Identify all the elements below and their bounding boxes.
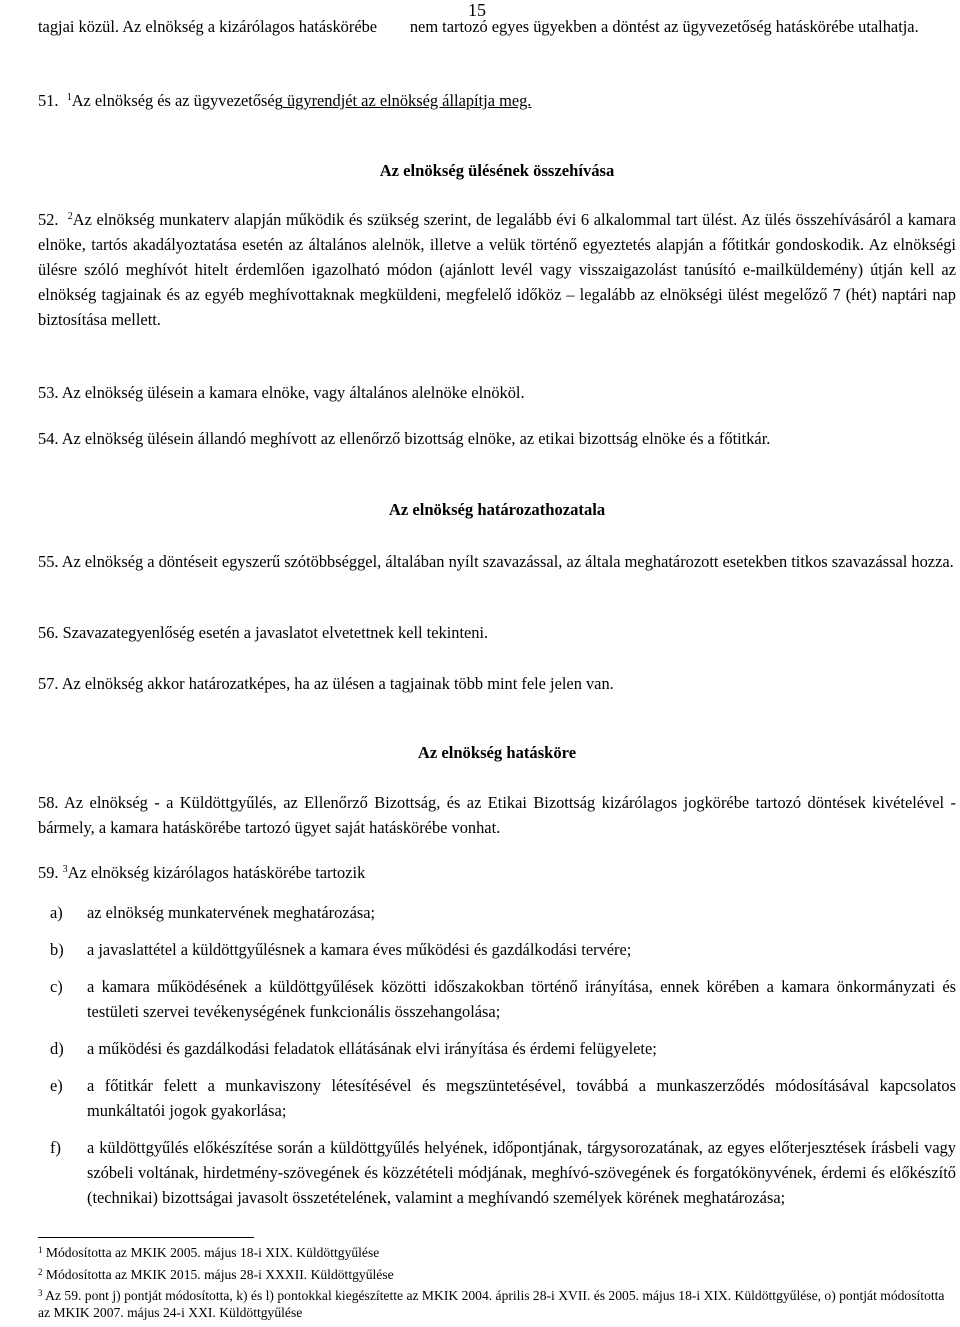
section-heading: Az elnökség hatásköre bbox=[417, 743, 577, 762]
footnote-ref: 2 bbox=[67, 211, 73, 222]
list-item-text: a javaslattétel a küldöttgyűlésnek a kamara éves működési és gazdálkodási tervére; bbox=[87, 940, 632, 959]
paragraph-56 bbox=[38, 620, 956, 645]
list-item bbox=[50, 1036, 956, 1061]
paragraph-number: 54. bbox=[38, 429, 59, 448]
paragraph-number: 57. bbox=[38, 674, 59, 693]
paragraph-52 bbox=[38, 207, 956, 332]
paragraph-text: Az elnökség és az ügyvezetőség bbox=[71, 91, 283, 110]
footnote-number: 3 bbox=[38, 1288, 43, 1298]
footnote-number: 2 bbox=[38, 1267, 43, 1277]
footnote-ref: 1 bbox=[66, 92, 72, 103]
paragraph-51 bbox=[38, 88, 956, 113]
intro-text-2: nem tartozó egyes ügyekben a döntést az ügyvezetőség hatáskörébe utalhatja. bbox=[409, 17, 919, 36]
paragraph-text: Az elnökség a döntéseit egyszerű szótöbbséggel, általában nyílt szavazással, az általa meghatározott esetekben titkos szavazással hozza. bbox=[61, 552, 954, 571]
paragraph-text: Szavazategyenlőség esetén a javaslatot elvetettnek kell tekinteni. bbox=[62, 623, 489, 642]
paragraph-number: 51. bbox=[38, 91, 59, 110]
paragraph-58 bbox=[38, 790, 956, 840]
paragraph-text: Az elnökség - a Küldöttgyűlés, az Ellenőrző Bizottság, és az Etikai Bizottság kizárólagos jogkörébe tartozó döntések kivételével - bármely, a kamara hatáskörébe tartozó ügyet saját hatáskörébe vonhat. bbox=[38, 793, 956, 837]
section-heading: Az elnökség ülésének összehívása bbox=[379, 161, 615, 180]
footnote-text: Módosította az MKIK 2005. május 18-i XIX. Küldöttgyűlése bbox=[45, 1245, 380, 1260]
list-item-label: f) bbox=[50, 1138, 61, 1157]
list-item bbox=[50, 1073, 956, 1123]
paragraph-number: 56. bbox=[38, 623, 59, 642]
list-item bbox=[50, 1135, 956, 1210]
page-number: 15 bbox=[468, 0, 486, 20]
list-item-text: az elnökség munkatervének meghatározása; bbox=[87, 903, 376, 922]
paragraph-text: Az elnökség ülésein a kamara elnöke, vagy általános alelnöke elnököl. bbox=[61, 383, 525, 402]
paragraph-number: 58. bbox=[38, 793, 59, 812]
list-item-text: a kamara működésének a küldöttgyűlések közötti időszakokban történő irányítása, ennek körében a kamara önkormányzati és testületi szervei tevékenységének funkcionális összehangolása; bbox=[87, 977, 956, 1021]
list-item bbox=[50, 974, 956, 1024]
paragraph-54 bbox=[38, 426, 956, 451]
list-item-label: b) bbox=[50, 940, 64, 959]
list-item-text: a működési és gazdálkodási feladatok ellátásának elvi irányítása és érdemi felügyelete; bbox=[87, 1039, 657, 1058]
section-heading: Az elnökség határozathozatala bbox=[388, 500, 606, 519]
list-item-text: a főtitkár felett a munkaviszony létesítésével és megszüntetésével, továbbá a munkaszerződés módosításával kapcsolatos munkáltatói jogok gyakorlása; bbox=[87, 1076, 956, 1120]
paragraph-text: Az elnökség ülésein állandó meghívott az ellenőrző bizottság elnöke, az etikai bizottság elnöke és a főtitkár. bbox=[61, 429, 771, 448]
paragraph-number: 59. bbox=[38, 863, 59, 882]
list-item-label: d) bbox=[50, 1039, 64, 1058]
footnote bbox=[38, 1287, 956, 1321]
paragraph-text: Az elnökség akkor határozatképes, ha az ülésen a tagjainak több mint fele jelen van. bbox=[61, 674, 614, 693]
list-item-text: a küldöttgyűlés előkészítése során a küldöttgyűlés helyének, időpontjának, tárgysorozatának, az egyes előterjesztések írásbeli vagy szóbeli voltának, hirdetmény-szövegének és közzétételi módjának, meghívó-szövegének és forgatókönyvének, érdemi és előkészítő (technikai) bizottságai javasolt összetételének, valamint a meghívandó személyek körének meghatározása; bbox=[87, 1138, 956, 1207]
intro-text-1: tagjai közül. Az elnökség a kizárólagos hatáskörébe bbox=[38, 17, 378, 36]
footnote-ref: 3 bbox=[62, 864, 68, 875]
footnote-number: 1 bbox=[38, 1245, 43, 1255]
footnote bbox=[38, 1266, 956, 1283]
intro-paragraph bbox=[38, 14, 956, 39]
list-item-label: e) bbox=[50, 1076, 63, 1095]
footnote-separator bbox=[38, 1237, 254, 1238]
footnote-text: Az 59. pont j) pontját módosította, k) és l) pontokkal kiegészítette az MKIK 2004. április 28-i XVII. és 2005. május 18-i XIX. Küldöttgyűlése, o) pontját módosította az MKIK 2007. május 24-i XXI. Küldöttgyűlése bbox=[38, 1288, 945, 1320]
list-item-label: a) bbox=[50, 903, 63, 922]
list-item-label: c) bbox=[50, 977, 63, 996]
paragraph-59 bbox=[38, 860, 956, 885]
footnote bbox=[38, 1244, 956, 1261]
paragraph-53 bbox=[38, 380, 956, 405]
paragraph-number: 55. bbox=[38, 552, 59, 571]
paragraph-number: 52. bbox=[38, 210, 59, 229]
list-item bbox=[50, 937, 956, 962]
competence-list bbox=[50, 900, 956, 1210]
list-item bbox=[50, 900, 956, 925]
paragraph-text: ügyrendjét az elnökség állapítja meg. bbox=[282, 91, 532, 110]
paragraph-number: 53. bbox=[38, 383, 59, 402]
footnote-text: Módosította az MKIK 2015. május 28-i XXXII. Küldöttgyűlése bbox=[45, 1267, 394, 1282]
paragraph-text: Az elnökség munkaterv alapján működik és szükség szerint, de legalább évi 6 alkalommal tart ülést. Az ülés összehívásáról a kamara elnöke, tartós akadályoztatása esetén az általános alelnök, illetve a velük történő egyeztetés alapján a főtitkár gondoskodik. Az elnökségi ülésre szóló meghívót hitelt érdemlően igazolható módon (ajánlott levél vagy visszaigazolást tanúsító e-mailküldemény) útján kell az elnökség tagjainak és az egyéb meghívottaknak megküldeni, megfelelő időköz – legalább az elnökségi ülést megelőző 7 (hét) naptári nap biztosítása mellett. bbox=[38, 210, 956, 329]
paragraph-text: Az elnökség kizárólagos hatáskörébe tartozik bbox=[67, 863, 366, 882]
paragraph-57 bbox=[38, 671, 956, 696]
paragraph-55 bbox=[38, 549, 956, 574]
